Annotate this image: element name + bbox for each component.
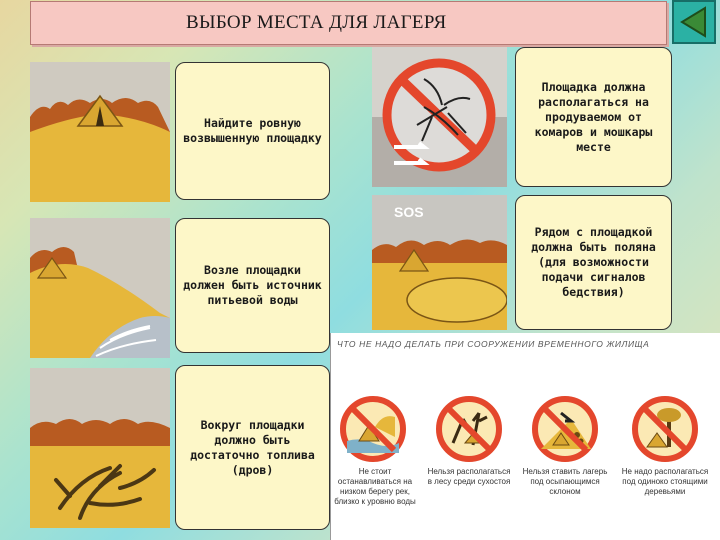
sos-clearing-illustration [372,195,507,330]
sos-text: SOS [394,204,424,220]
card-ventilated: Площадка должна располагаться на продуваемом от комаров и мошкары месте [515,47,672,187]
tent-on-hill-illustration [30,62,170,202]
no-lone-tree-sign [631,395,699,468]
stream-illustration [30,218,170,358]
card-water-source: Возле площадки должен быть источник питьевой воды [175,218,330,353]
card-firewood: Вокруг площадки должно быть достаточно топлива (дров) [175,365,330,530]
dont-caption-4: Не надо располагаться под одиноко стоящими деревьями [621,467,709,496]
dont-caption-2: Нельзя располагаться в лесу среди сухостоя [427,467,511,486]
back-button[interactable] [672,0,716,44]
triangle-left-icon [674,2,714,42]
no-mosquito-illustration [372,47,507,187]
card-clearing: Рядом с площадкой должна быть поляна (для возможности подачи сигналов бедствия) [515,195,672,330]
no-slope-sign [531,395,599,468]
dont-panel-header: ЧТО НЕ НАДО ДЕЛАТЬ ПРИ СООРУЖЕНИИ ВРЕМЕННОГО ЖИЛИЩА [337,339,650,349]
no-low-riverbank-sign [339,395,407,468]
dont-panel [330,333,720,540]
dont-caption-1: Не стоит останавливаться на низком берегу рек, близко к уровню воды [334,467,416,506]
slide-title: ВЫБОР МЕСТА ДЛЯ ЛАГЕРЯ [30,1,667,45]
card-level-ground: Найдите ровную возвышенную площадку [175,62,330,200]
no-dry-forest-sign [435,395,503,468]
firewood-illustration [30,368,170,528]
dont-caption-3: Нельзя ставить лагерь под осыпающимся склоном [522,467,608,496]
